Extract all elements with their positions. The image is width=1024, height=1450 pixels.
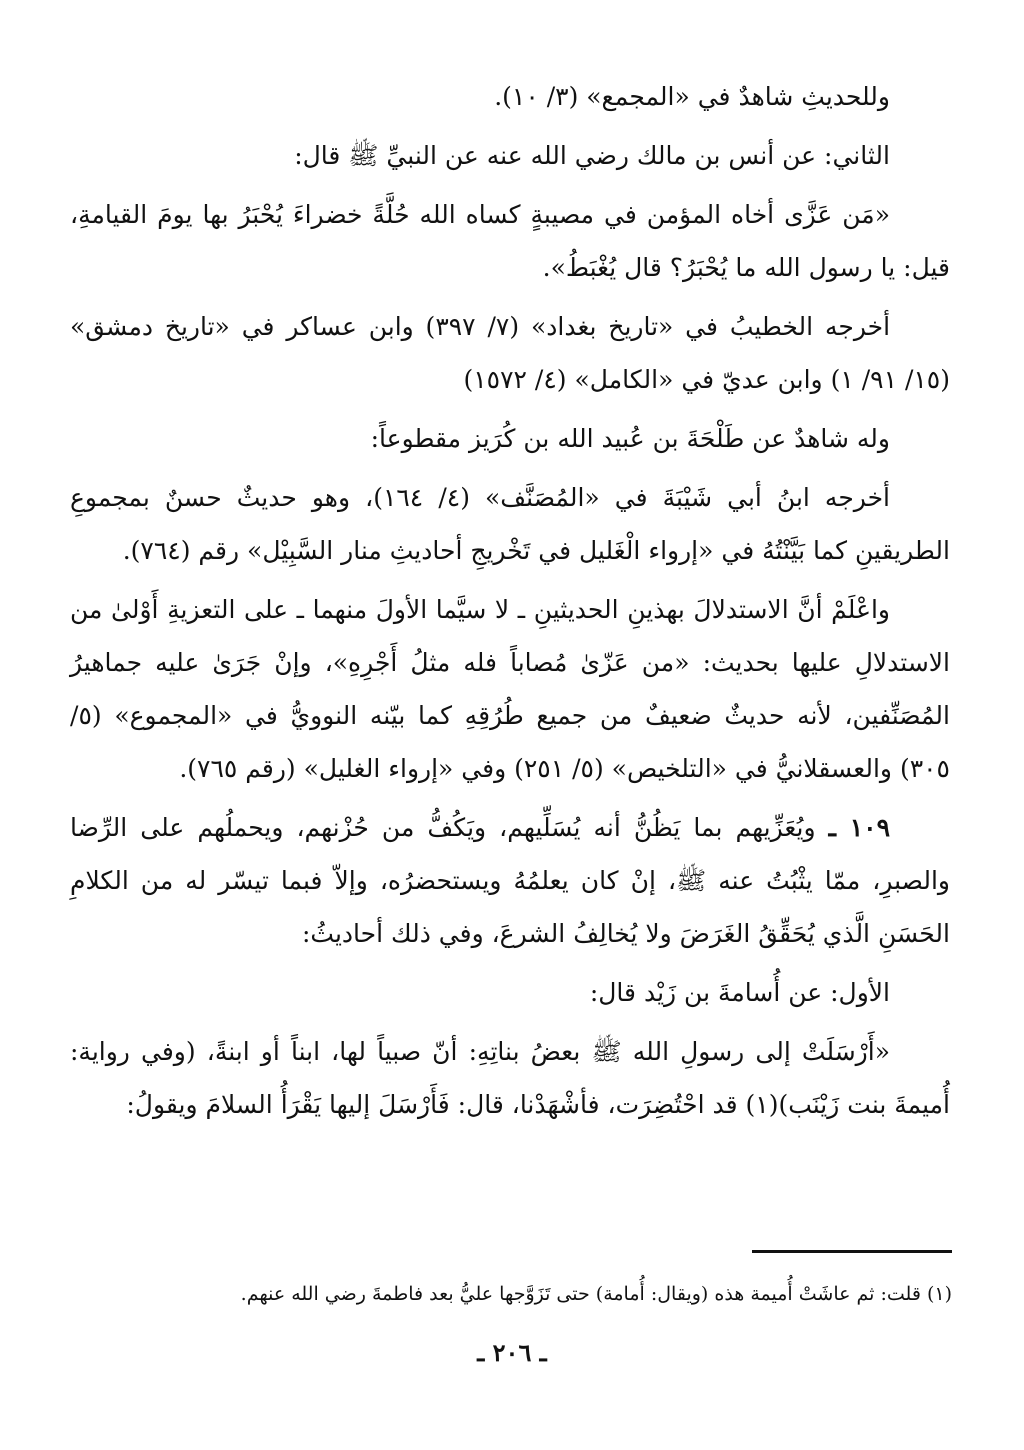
paragraph-2: الثاني: عن أنس بن مالك رضي الله عنه عن النبيِّ ﷺ قال: [294, 141, 890, 170]
paragraph-8-text: ويُعَزِّيهم بما يَظُنُّ أنه يُسَلِّيهم، ويَكُفُّ من حُزْنهم، ويحملُهم على الرِّضا والصبرِ، ممّا يثْبُتُ عنه ﷺ، إنْ كان يعلمُهُ ويستحضرُه، وإلاّ فبما تيسّر له من الكلامِ الحَسَنِ الَّذي يُحَقِّقُ الغَرَضَ ولا يُخالِفُ الشرعَ، وفي ذلك أحاديثُ: [70, 813, 950, 948]
section-number: ١٠٩ ـ [828, 813, 891, 842]
paragraph-6: أخرجه ابنُ أبي شَيْبَةَ في «المُصَنَّف» (٤/ ١٦٤)، وهو حديثٌ حسنٌ بمجموعِ الطريقينِ كما بَيَّنْتُهُ في «إرواء الْغَليل في تَخْريجِ أحاديثِ منار السَّبِيْل» رقم (٧٦٤). [70, 483, 950, 565]
paragraph-7: واعْلَمْ أنَّ الاستدلالَ بهذينِ الحديثينِ ـ لا سيَّما الأولَ منهما ـ على التعزيةِ أَوْلىٰ من الاستدلالِ عليها بحديث: «من عَزّىٰ مُصاباً فله مثلُ أَجْرِهِ»، وإنْ جَرَىٰ عليه جماهيرُ المُصَنِّفين، لأنه حديثٌ ضعيفٌ من جميع طُرُقِهِ كما بيّنه النوويُّ في «المجموع» (٥/ ٣٠٥) والعسقلانيُّ في «التلخيص» (٥/ ٢٥١) وفي «إرواء الغليل» (رقم ٧٦٥). [70, 595, 950, 783]
paragraph-5: وله شاهدٌ عن طَلْحَةَ بن عُبيد الله بن كُرَيز مقطوعاً: [370, 424, 890, 453]
paragraph-3-hadith: «مَن عَزَّى أخاه المؤمن في مصيبةٍ كساه الله حُلَّةً خضراءَ يُحْبَرُ بها يومَ القيامةِ، قيل: يا رسول الله ما يُحْبَرُ؟ قال يُغْبَطُ». [70, 200, 950, 282]
page-number: ـ ٢٠٦ ـ [477, 1338, 547, 1367]
paragraph-10-hadith: «أَرْسَلَتْ إلى رسولِ الله ﷺ بعضُ بناتِهِ: أنّ صبياً لها، ابناً أو ابنةً، (وفي رواية: أُميمةَ بنت زَيْنَب)(١) قد احْتُضِرَت، فأشْهَدْنا، قال: فَأَرْسَلَ إليها يَقْرَأُ السلامَ ويقولُ: [70, 1037, 950, 1119]
page-body [70, 70, 950, 1137]
paragraph-8 [70, 801, 950, 960]
footnote: (١) قلت: ثم عاشَتْ أُميمة هذه (ويقال: أُمامة) حتى تَزَوَّجها عليُّ بعد فاطمةَ رضي الله عنهم. [240, 1283, 952, 1305]
footnote-divider [752, 1250, 952, 1253]
paragraph-4: أخرجه الخطيبُ في «تاريخ بغداد» (٧/ ٣٩٧) وابن عساكر في «تاريخ دمشق» (١٥/ ٩١/ ١) وابن عديّ في «الكامل» (٤/ ١٥٧٢) [70, 312, 950, 394]
paragraph-9: الأول: عن أُسامةَ بن زَيْد قال: [589, 978, 890, 1007]
paragraph-1: وللحديثِ شاهدٌ في «المجمع» (٣/ ١٠). [494, 82, 890, 111]
